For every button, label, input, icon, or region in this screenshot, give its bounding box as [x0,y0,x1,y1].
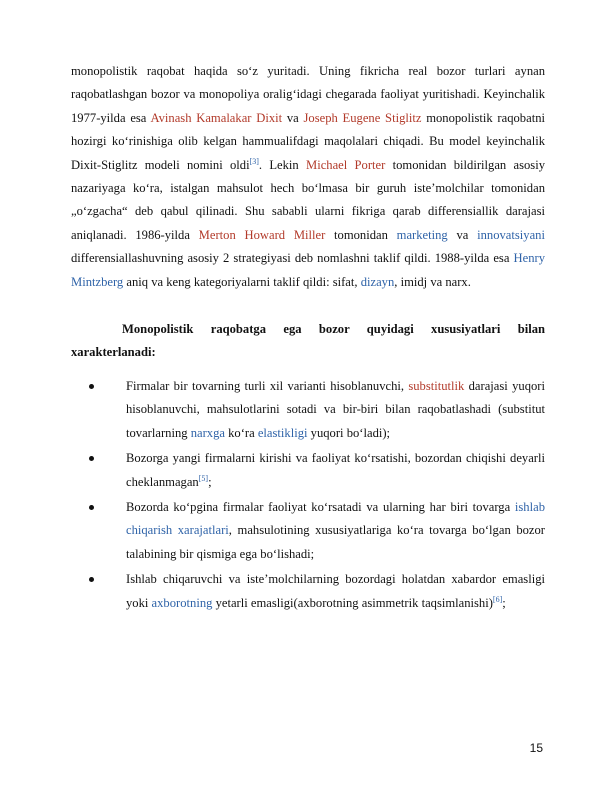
bullet-icon [89,577,94,582]
features-list [71,375,545,615]
footnote-ref-6[interactable]: [6] [492,594,503,604]
text-run: yetarli emasligi(axborotning asimmetrik taqsimlanishi) [212,595,493,610]
text-run: Bozorga yangi firmalarni kirishi va faoliyat ko‘rsatishi, bozordan chiqishi deyarli cheklanmagan [126,451,545,489]
text-run: , mahsulotining xususiyatlariga ko‘ra tovarga bo‘lgan bozor talabining bir qismiga ega bo‘lishadi; [126,523,545,561]
list-item [71,568,545,615]
text-run: Bozorda ko‘pgina firmalar faoliyat ko‘rsatadi va ularning har biri tovarga [126,499,515,514]
text-run: , imidj va narx. [394,274,471,289]
list-item-text [126,568,545,615]
bullet-icon [89,505,94,510]
link-joseph-stiglitz[interactable]: Joseph Eugene Stiglitz [303,110,422,125]
link-innovatsiyani[interactable]: innovatsiyani [477,227,545,242]
text-run: aniq va keng kategoriyalarni taklif qildi: sifat, [123,274,361,289]
link-henry-mintzberg[interactable]: Henry Mintzberg [71,251,545,289]
text-run: va [282,110,304,125]
list-item [71,375,545,445]
link-ishlab-chiqarish-xarajatlari[interactable]: ishlab chiqarish xarajatlari [126,499,545,538]
text-run: Ishlab chiqaruvchi va iste’molchilarning bozordagi holatdan xabardor emasligi yoki [126,572,545,610]
text-run: tomonidan [325,227,397,242]
page-content [71,60,545,617]
section-heading: Monopolistik raqobatga ega bozor quyidagi xususiyatlari bilan xarakterlanadi: [71,322,545,360]
list-item [71,447,545,494]
list-item-text [126,496,545,566]
list-item-text [126,447,545,494]
bullet-icon [89,384,94,389]
text-run: tomonidan bildirilgan asosiy nazariyaga ko‘ra, istalgan mahsulot hech bo‘lmasa bir guruh iste’molchilar tomonidan „o‘zgacha“ deb qabul qilinadi. Shu sababli ularni fikriga qarab differensiallik darajasi aniqlanadi. 1986-yilda [71,157,545,242]
text-run: . Lekin [258,157,306,172]
link-elastikligi[interactable]: elastikligi [257,425,308,440]
text-run: differensiallashuvning asosiy 2 strategiyasi deb nomlashni taklif qildi. 1988-yilda esa [71,251,514,266]
text-run: va [447,227,478,242]
text-run: ; [208,474,212,489]
footnote-ref-3[interactable]: [3] [249,156,259,166]
link-axborotning[interactable]: axborotning [151,595,213,610]
footnote-ref-5[interactable]: [5] [198,473,209,483]
text-run: darajasi yuqori hisoblanuvchi, mahsulotlarini sotadi va bir-biri bilan raqobatlashadi (substitut tovarlarning [126,378,545,440]
bullet-icon [89,456,94,461]
link-marketing[interactable]: marketing [396,227,448,242]
list-item [71,496,545,566]
text-run: monopolistik raqobat haqida so‘z yuritadi. Uning fikricha real bozor turlari aynan raqobatlashgan bozor va monopoliya oralig‘idagi chegarada faoliyat yuritishadi. Keyinchalik 1977-yilda esa [71,64,545,125]
text-run: Firmalar bir tovarning turli xil varianti hisoblanuvchi, [126,378,409,393]
text-run: ; [502,595,506,610]
link-substitutlik[interactable]: substitutlik [408,378,465,393]
link-dizayn[interactable]: dizayn [360,274,395,289]
link-avinash-dixit[interactable]: Avinash Kamalakar Dixit [150,110,283,125]
link-merton-miller[interactable]: Merton Howard Miller [198,227,326,242]
intro-paragraph [71,60,545,294]
link-narxga[interactable]: narxga [190,425,225,440]
page-number: 15 [529,741,543,755]
list-item-text [126,375,545,445]
text-run: ko‘ra [224,425,258,440]
text-run: yuqori bo‘ladi); [307,425,391,440]
text-run: monopolistik raqobatni hozirgi ko‘rinishiga olib kelgan hammualifdagi maqolalari chiqadi. Bu model keyinchalik Dixit-Stiglitz modeli nomini oldi [71,110,545,172]
link-michael-porter[interactable]: Michael Porter [306,157,386,172]
